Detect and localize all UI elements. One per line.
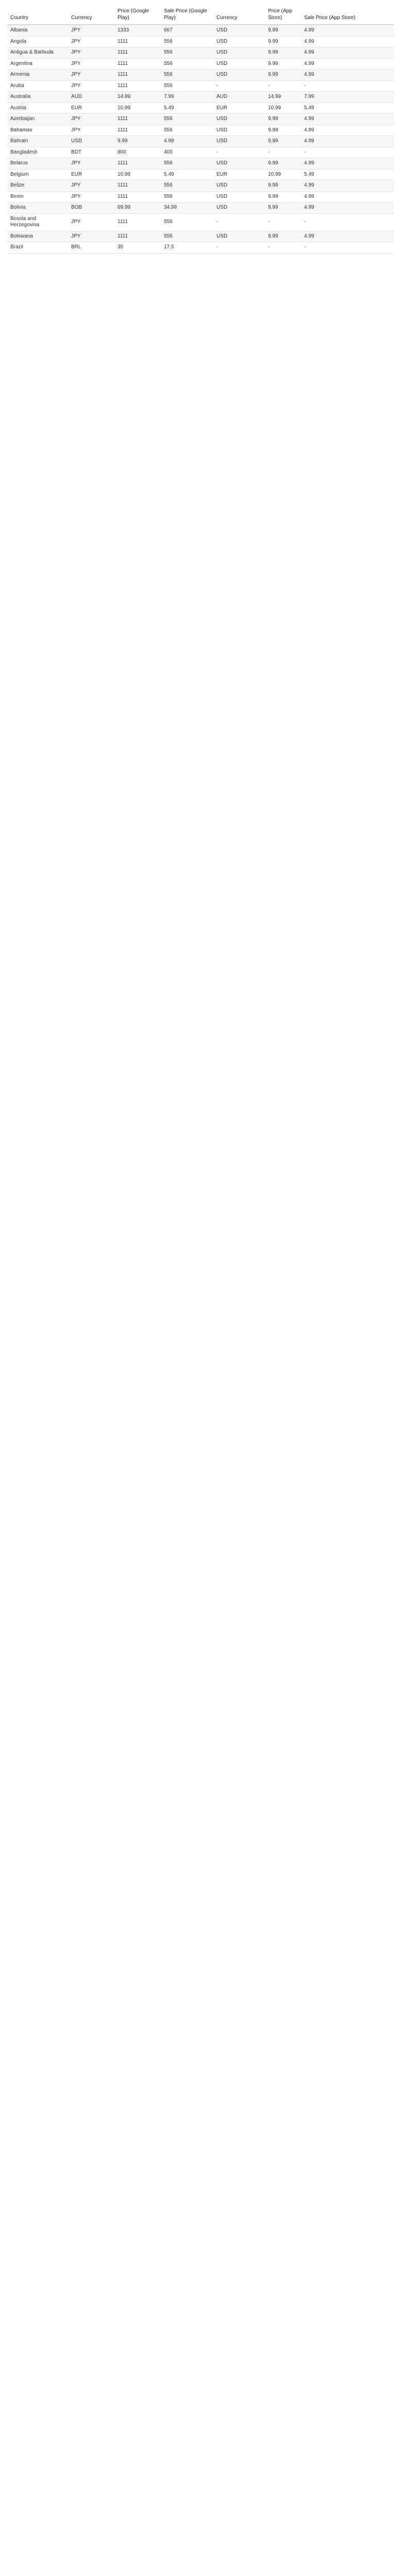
cell-price-google-play: 1111 (114, 231, 161, 242)
table-row (7, 114, 394, 125)
header-row (7, 6, 394, 25)
cell-sale-price-app-store: 4.99 (301, 231, 394, 242)
cell-country: Brazil (7, 242, 68, 253)
table-body (7, 25, 394, 253)
cell-currency-app-store: USD (213, 114, 265, 125)
cell-price-google-play: 1111 (114, 158, 161, 170)
cell-price-app-store: 9.99 (265, 202, 301, 214)
cell-sale-price-google-play: 17.5 (161, 242, 213, 253)
cell-country: Bolivia (7, 202, 68, 214)
cell-price-google-play: 69.99 (114, 202, 161, 214)
cell-price-app-store: 9.99 (265, 70, 301, 81)
cell-sale-price-google-play: 556 (161, 180, 213, 192)
cell-currency-google-play: JPY (68, 231, 114, 242)
cell-sale-price-app-store: - (301, 147, 394, 158)
cell-sale-price-google-play: 667 (161, 25, 213, 36)
cell-sale-price-app-store: 4.99 (301, 125, 394, 136)
cell-price-google-play: 10.99 (114, 103, 161, 114)
cell-sale-price-google-play: 5.49 (161, 103, 213, 114)
cell-country: Belize (7, 180, 68, 192)
cell-sale-price-google-play: 556 (161, 158, 213, 170)
cell-sale-price-google-play: 556 (161, 58, 213, 70)
table-row (7, 231, 394, 242)
cell-currency-app-store: USD (213, 25, 265, 36)
cell-price-google-play: 1111 (114, 191, 161, 202)
table-row (7, 103, 394, 114)
cell-price-google-play: 35 (114, 242, 161, 253)
cell-currency-app-store: USD (213, 231, 265, 242)
cell-country: Antigua & Barbuda (7, 47, 68, 59)
cell-currency-app-store: AUD (213, 92, 265, 103)
cell-price-google-play: 1111 (114, 58, 161, 70)
header-currency-app-store: Currency (213, 6, 265, 25)
cell-price-app-store: 9.99 (265, 47, 301, 59)
cell-sale-price-app-store: 4.99 (301, 180, 394, 192)
cell-price-google-play: 10.99 (114, 169, 161, 180)
cell-currency-app-store: EUR (213, 103, 265, 114)
cell-sale-price-app-store: - (301, 213, 394, 231)
cell-currency-google-play: USD (68, 136, 114, 147)
cell-currency-app-store: USD (213, 180, 265, 192)
cell-price-app-store: 9.99 (265, 231, 301, 242)
cell-currency-google-play: JPY (68, 213, 114, 231)
cell-currency-google-play: JPY (68, 158, 114, 170)
cell-currency-google-play: JPY (68, 180, 114, 192)
cell-price-app-store: 9.99 (265, 180, 301, 192)
cell-price-google-play: 1111 (114, 213, 161, 231)
cell-sale-price-google-play: 5.49 (161, 169, 213, 180)
cell-country: Austria (7, 103, 68, 114)
cell-price-app-store: 9.99 (265, 114, 301, 125)
cell-price-app-store: - (265, 80, 301, 92)
cell-price-google-play: 1111 (114, 36, 161, 47)
cell-sale-price-app-store: - (301, 80, 394, 92)
cell-sale-price-google-play: 556 (161, 36, 213, 47)
cell-sale-price-app-store: 7.99 (301, 92, 394, 103)
cell-currency-google-play: JPY (68, 80, 114, 92)
cell-sale-price-app-store: 4.99 (301, 70, 394, 81)
cell-sale-price-google-play: 556 (161, 47, 213, 59)
table-row (7, 58, 394, 70)
cell-currency-app-store: USD (213, 58, 265, 70)
pricing-table (7, 6, 394, 253)
cell-currency-google-play: EUR (68, 103, 114, 114)
cell-price-google-play: 14.99 (114, 92, 161, 103)
cell-sale-price-app-store: - (301, 242, 394, 253)
table-row (7, 202, 394, 214)
cell-currency-google-play: JPY (68, 125, 114, 136)
cell-country: Albania (7, 25, 68, 36)
cell-price-app-store: 9.99 (265, 58, 301, 70)
cell-sale-price-google-play: 400 (161, 147, 213, 158)
cell-price-app-store: - (265, 147, 301, 158)
cell-country: Angola (7, 36, 68, 47)
cell-price-google-play: 1111 (114, 114, 161, 125)
cell-currency-google-play: EUR (68, 169, 114, 180)
table-row (7, 169, 394, 180)
cell-sale-price-google-play: 34.99 (161, 202, 213, 214)
cell-sale-price-app-store: 4.99 (301, 114, 394, 125)
cell-price-google-play: 1111 (114, 47, 161, 59)
table-row (7, 191, 394, 202)
cell-price-app-store: 9.99 (265, 36, 301, 47)
cell-price-app-store: 9.99 (265, 125, 301, 136)
table-row (7, 147, 394, 158)
cell-price-google-play: 800 (114, 147, 161, 158)
cell-sale-price-app-store: 4.99 (301, 191, 394, 202)
cell-currency-google-play: JPY (68, 36, 114, 47)
cell-sale-price-app-store: 4.99 (301, 25, 394, 36)
cell-sale-price-google-play: 556 (161, 125, 213, 136)
header-currency-google-play: Currency (68, 6, 114, 25)
cell-currency-google-play: BOB (68, 202, 114, 214)
cell-currency-app-store: - (213, 242, 265, 253)
table-row (7, 70, 394, 81)
header-sale-price-google-play: Sale Price (Google Play) (161, 6, 213, 25)
table-row (7, 213, 394, 231)
cell-sale-price-app-store: 4.99 (301, 47, 394, 59)
table-header (7, 6, 394, 25)
cell-currency-app-store: USD (213, 202, 265, 214)
cell-sale-price-app-store: 5.49 (301, 169, 394, 180)
cell-price-google-play: 1333 (114, 25, 161, 36)
table-row (7, 180, 394, 192)
header-sale-price-app-store: Sale Price (App Store) (301, 6, 394, 25)
cell-country: Belarus (7, 158, 68, 170)
cell-sale-price-app-store: 4.99 (301, 202, 394, 214)
table-row (7, 136, 394, 147)
cell-sale-price-google-play: 556 (161, 70, 213, 81)
cell-currency-app-store: USD (213, 125, 265, 136)
cell-sale-price-google-play: 556 (161, 231, 213, 242)
header-price-google-play: Price (Google Play) (114, 6, 161, 25)
cell-country: Armenia (7, 70, 68, 81)
cell-price-app-store: 9.99 (265, 25, 301, 36)
cell-country: Bahamas (7, 125, 68, 136)
cell-price-google-play: 9.99 (114, 136, 161, 147)
table-row (7, 47, 394, 59)
cell-currency-google-play: AUD (68, 92, 114, 103)
pricing-table-container (7, 6, 394, 253)
cell-country: Azerbaijan (7, 114, 68, 125)
cell-country: Bahrain (7, 136, 68, 147)
cell-sale-price-google-play: 556 (161, 191, 213, 202)
cell-currency-app-store: - (213, 147, 265, 158)
table-row (7, 242, 394, 253)
cell-currency-google-play: JPY (68, 47, 114, 59)
cell-country: Argentina (7, 58, 68, 70)
cell-sale-price-app-store: 4.99 (301, 36, 394, 47)
table-row (7, 158, 394, 170)
cell-currency-google-play: BDT (68, 147, 114, 158)
cell-currency-app-store: USD (213, 47, 265, 59)
cell-currency-app-store: USD (213, 136, 265, 147)
cell-currency-app-store: EUR (213, 169, 265, 180)
cell-country: Australia (7, 92, 68, 103)
cell-price-google-play: 1111 (114, 70, 161, 81)
cell-sale-price-app-store: 4.99 (301, 158, 394, 170)
cell-price-app-store: - (265, 213, 301, 231)
cell-currency-app-store: USD (213, 191, 265, 202)
cell-currency-google-play: JPY (68, 70, 114, 81)
table-row (7, 80, 394, 92)
cell-sale-price-google-play: 556 (161, 114, 213, 125)
cell-price-app-store: 10.99 (265, 169, 301, 180)
cell-sale-price-app-store: 4.99 (301, 136, 394, 147)
cell-currency-app-store: USD (213, 70, 265, 81)
table-row (7, 36, 394, 47)
cell-sale-price-google-play: 7.99 (161, 92, 213, 103)
cell-sale-price-google-play: 556 (161, 213, 213, 231)
table-row (7, 125, 394, 136)
cell-price-app-store: 10.99 (265, 103, 301, 114)
cell-country: Aruba (7, 80, 68, 92)
cell-currency-google-play: JPY (68, 25, 114, 36)
cell-currency-google-play: JPY (68, 58, 114, 70)
cell-country: Belgium (7, 169, 68, 180)
cell-price-app-store: 9.99 (265, 136, 301, 147)
cell-price-app-store: 9.99 (265, 191, 301, 202)
cell-currency-app-store: USD (213, 158, 265, 170)
cell-country: Bosnia and Herzegovina (7, 213, 68, 231)
cell-price-app-store: - (265, 242, 301, 253)
cell-price-app-store: 14.99 (265, 92, 301, 103)
cell-currency-google-play: JPY (68, 114, 114, 125)
cell-currency-app-store: - (213, 80, 265, 92)
cell-currency-app-store: USD (213, 36, 265, 47)
cell-country: Botswana (7, 231, 68, 242)
cell-price-google-play: 1111 (114, 125, 161, 136)
cell-sale-price-app-store: 4.99 (301, 58, 394, 70)
cell-country: Benin (7, 191, 68, 202)
header-price-app-store: Price (App Store) (265, 6, 301, 25)
cell-currency-app-store: - (213, 213, 265, 231)
cell-sale-price-app-store: 5.49 (301, 103, 394, 114)
table-row (7, 25, 394, 36)
cell-price-google-play: 1111 (114, 80, 161, 92)
header-country: Country (7, 6, 68, 25)
cell-country: Bangladesh (7, 147, 68, 158)
cell-currency-google-play: JPY (68, 191, 114, 202)
cell-currency-google-play: BRL (68, 242, 114, 253)
cell-sale-price-google-play: 556 (161, 80, 213, 92)
cell-price-google-play: 1111 (114, 180, 161, 192)
cell-price-app-store: 9.99 (265, 158, 301, 170)
cell-sale-price-google-play: 4.99 (161, 136, 213, 147)
table-row (7, 92, 394, 103)
